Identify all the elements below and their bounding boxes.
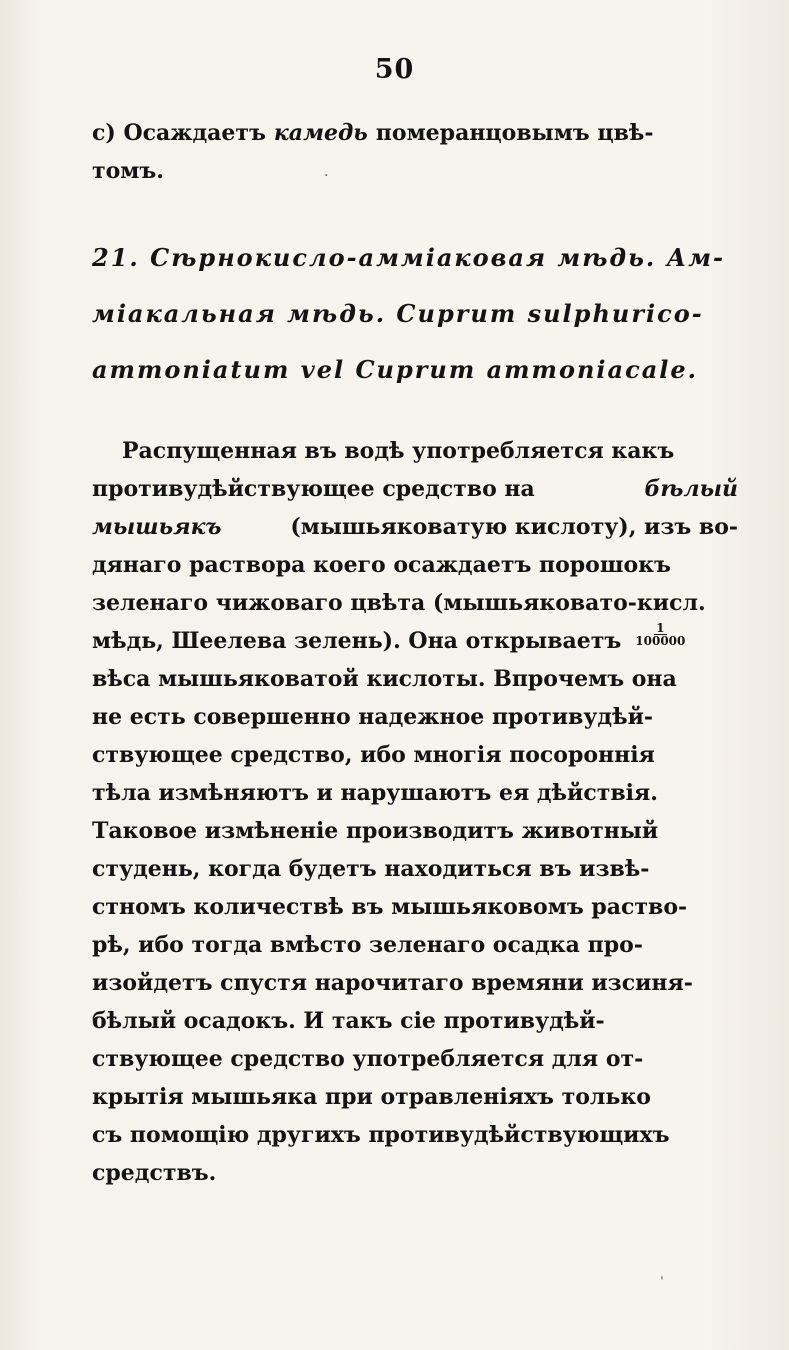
para-line-6-text: мѣдь, Шеелева зелень). Она открываетъ [92,628,622,654]
fraction-denominator: 100000 [635,634,686,648]
para-line-19: съ помощiю другихъ противудѣйствующихъ [92,1122,670,1148]
scan-speck: · [324,168,329,184]
para-line-18: крытiя мышьяка при отравленiяхъ только [92,1084,651,1110]
main-paragraph [92,432,738,1192]
para-line-12: студень, когда будетъ находиться въ извѣ- [92,856,650,882]
item-c [92,114,738,190]
item-c-italic: камедь [273,120,368,146]
para-line-2-italic: бѣлый [644,476,738,502]
para-line-15: изойдетъ спустя нарочитаго времяни изсиня- [92,970,693,996]
para-line-11: Таковое измѣненiе производитъ животный [92,818,659,844]
item-c-text-1: c) Осаждаетъ [92,120,266,146]
heading-line-3: ammoniatum vel Cuprum ammoniacale. [92,355,698,384]
fraction [633,622,687,660]
page-number: 50 [374,54,415,85]
para-line-13: стномъ количествѣ въ мышьяковомъ раство- [92,894,688,920]
para-line-3 [92,508,738,546]
para-line-8: не есть совершенно надежное противудѣй- [92,704,654,730]
item-c-line-1 [92,114,738,152]
para-line-20: средствъ. [92,1160,217,1186]
para-line-2-text: противудѣйствующее средство на [92,476,535,502]
para-line-1: Распущенная въ водѣ употребляется какъ [122,438,675,464]
para-line-16: бѣлый осадокъ. И такъ сiе противудѣй- [92,1008,605,1034]
para-line-6 [92,622,738,660]
para-line-5: зеленаго чижоваго цвѣта (мышьяковато-кисл. [92,590,706,616]
item-c-text-3: томъ. [92,158,164,184]
para-line-17: ствующее средство употребляется для от- [92,1046,644,1072]
heading-line-1: 21. Сѣрнокисло-аммiаковая мѣдь. Ам- [92,243,725,272]
item-c-text-2: померанцовымъ цвѣ- [375,120,654,146]
para-line-3-text: (мышьяковатую кислоту), изъ во- [290,514,738,540]
section-heading [92,230,738,398]
item-c-line-2 [92,152,738,190]
para-line-4: дянаго раствора коего осаждаетъ порошокъ [92,552,671,578]
para-line-10: тѣла измѣняютъ и нарушаютъ ея дѣйствiя. [92,780,658,806]
heading-line-2: мiакальная мѣдь. Cuprum sulphurico- [92,299,704,328]
para-line-9: ствующее средство, ибо многiя посороннiя [92,742,655,768]
para-line-2 [92,470,738,508]
para-line-7: вѣса мышьяковатой кислоты. Впрочемъ она [92,666,677,692]
scan-speck: ˈ [660,1275,664,1291]
para-line-14: рѣ, ибо тогда вмѣсто зеленаго осадка про- [92,932,643,958]
para-line-3-italic: мышьякъ [92,514,222,540]
fraction-numerator: 1 [656,621,665,635]
